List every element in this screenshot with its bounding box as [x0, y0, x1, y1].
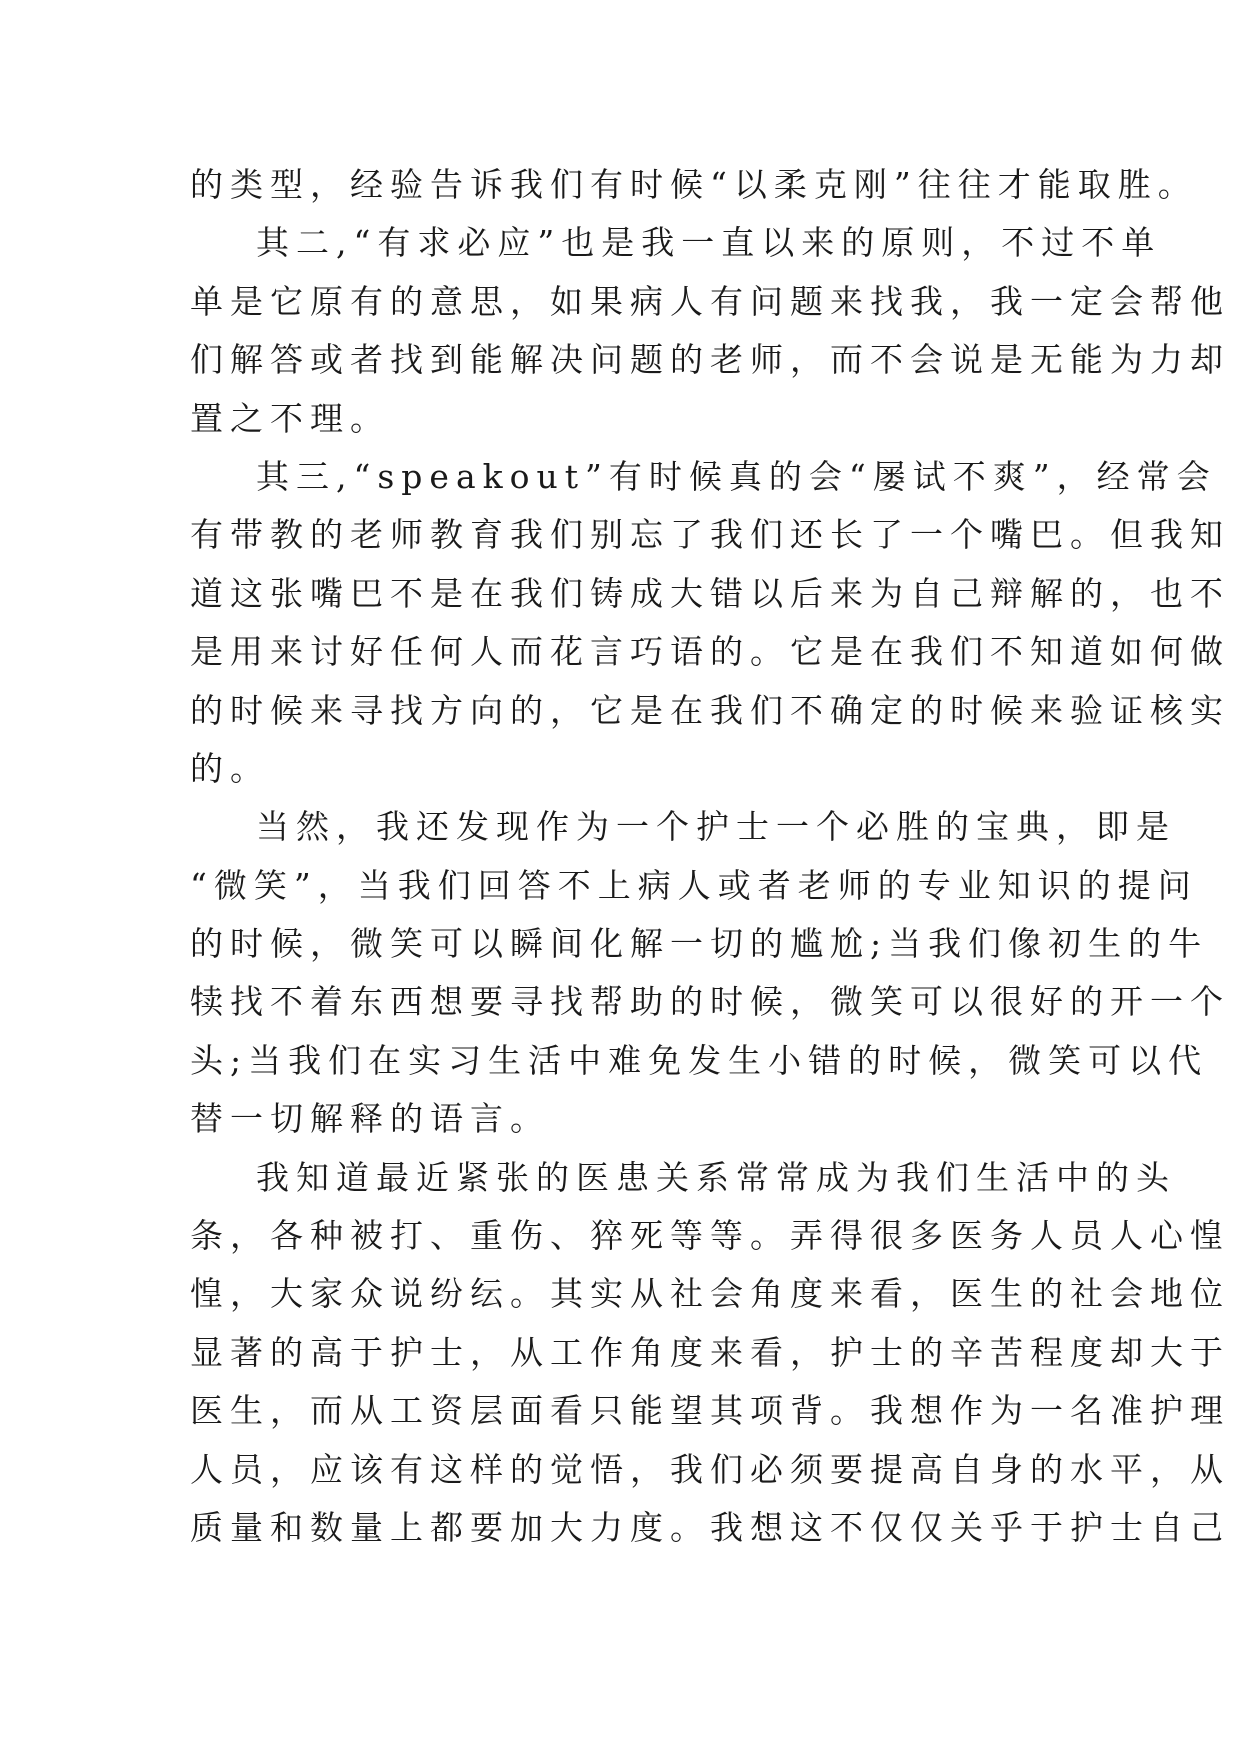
- text-line: 显著的高于护士，从工作角度来看，护士的辛苦程度却大于: [190, 1332, 1230, 1372]
- text-line: 置之不理。: [190, 398, 390, 438]
- text-line: 有带教的老师教育我们别忘了我们还长了一个嘴巴。但我知: [190, 515, 1230, 555]
- body-text: [190, 156, 1230, 1557]
- text-line: 头;当我们在实习生活中难免发生小错的时候，微笑可以代: [190, 1040, 1209, 1080]
- text-line: 人员，应该有这样的觉悟，我们必须要提高自身的水平，从: [190, 1449, 1230, 1489]
- text-line: 质量和数量上都要加大力度。我想这不仅仅关乎于护士自己: [190, 1507, 1230, 1547]
- text-line: “微笑”，当我们回答不上病人或者老师的专业知识的提问: [190, 865, 1198, 905]
- text-line: 道这张嘴巴不是在我们铸成大错以后来为自己辩解的，也不: [190, 573, 1230, 613]
- text-line: 条，各种被打、重伤、猝死等等。弄得很多医务人员人心惶: [190, 1216, 1230, 1256]
- text-line: 犊找不着东西想要寻找帮助的时候，微笑可以很好的开一个: [190, 982, 1230, 1022]
- text-line: 替一切解释的语言。: [190, 1099, 550, 1139]
- text-line: 其三,“speakout”有时候真的会“屡试不爽”，经常会: [256, 456, 1217, 496]
- text-line: 当然，我还发现作为一个护士一个必胜的宝典，即是: [256, 807, 1176, 847]
- text-line: 们解答或者找到能解决问题的老师，而不会说是无能为力却: [190, 340, 1230, 380]
- text-line: 的。: [190, 748, 270, 788]
- text-line: 的类型，经验告诉我们有时候“以柔克刚”往往才能取胜。: [190, 165, 1198, 204]
- text-line: 其二,“有求必应”也是我一直以来的原则，不过不单: [256, 223, 1162, 263]
- text-line: 惶，大家众说纷纭。其实从社会角度来看，医生的社会地位: [190, 1274, 1230, 1314]
- text-line: 单是它原有的意思，如果病人有问题来找我，我一定会帮他: [190, 281, 1230, 321]
- text-line: 的时候，微笑可以瞬间化解一切的尴尬;当我们像初生的牛: [190, 924, 1209, 964]
- text-line: 我知道最近紧张的医患关系常常成为我们生活中的头: [256, 1157, 1176, 1197]
- text-line: 医生，而从工资层面看只能望其项背。我想作为一名准护理: [190, 1391, 1230, 1431]
- text-line: 是用来讨好任何人而花言巧语的。它是在我们不知道如何做: [190, 632, 1230, 672]
- text-line: 的时候来寻找方向的，它是在我们不确定的时候来验证核实: [190, 690, 1230, 730]
